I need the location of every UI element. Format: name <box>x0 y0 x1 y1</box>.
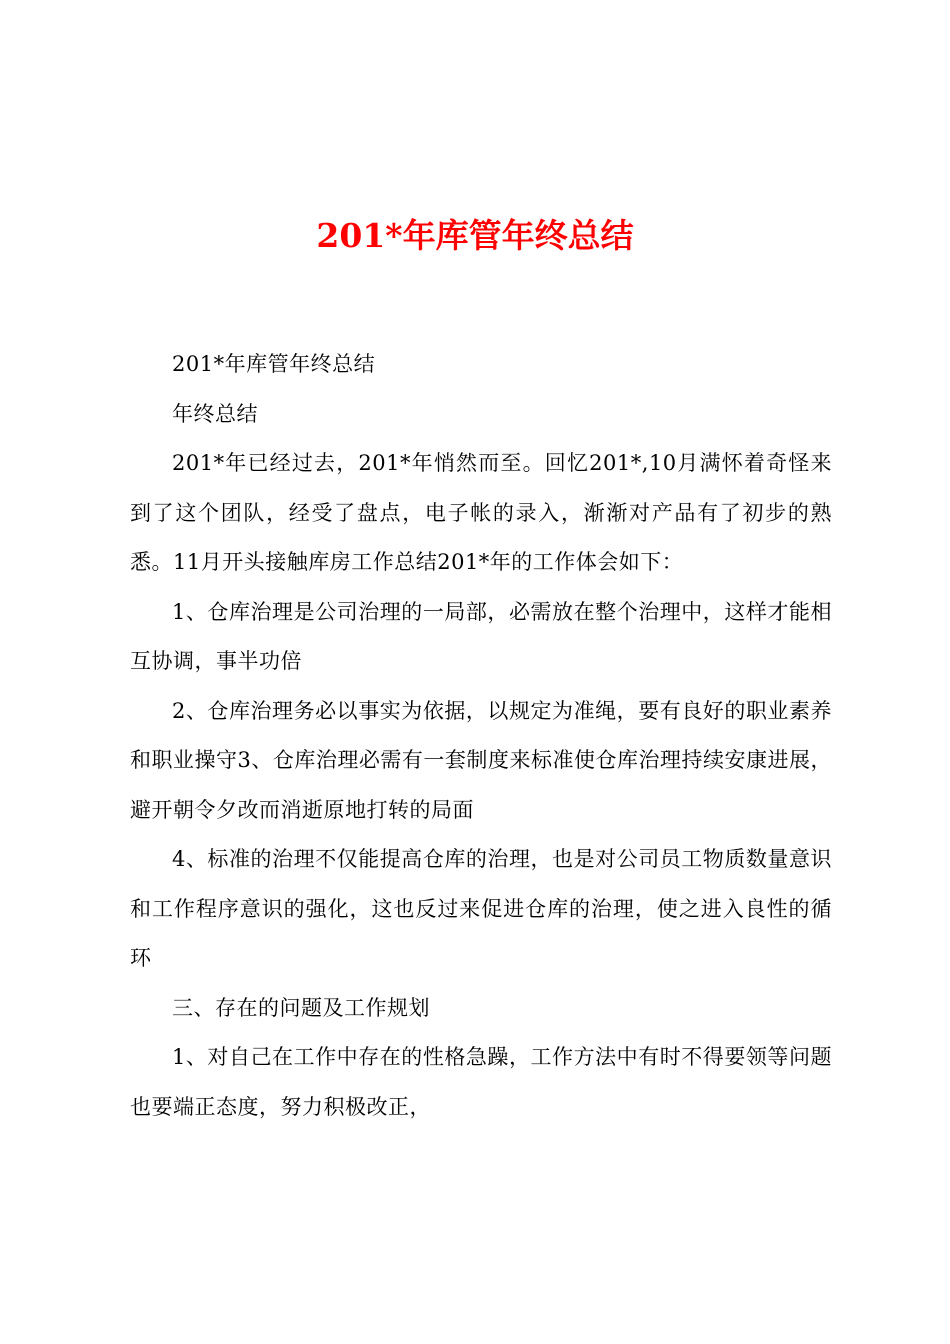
paragraph-section-heading: 年终总结 <box>172 401 258 426</box>
document-body <box>130 340 832 1132</box>
paragraph-item-4: 4、标准的治理不仅能提高仓库的治理，也是对公司员工物质数量意识和工作程序意识的强化，这也反过来促进仓库的治理，使之进入良性的循环 <box>130 847 832 970</box>
paragraph-problem-1: 1、对自己在工作中存在的性格急躁，工作方法中有时不得要领等问题也要端正态度，努力积极改正， <box>130 1045 832 1119</box>
paragraph-subtitle: 201*年库管年终总结 <box>172 352 376 376</box>
paragraph-intro: 201*年已经过去，201*年悄然而至。回忆201*,10月满怀着奇怪来到了这个团队，经受了盘点，电子帐的录入，渐渐对产品有了初步的熟悉。11月开头接触库房工作总结201*年的工作体会如下： <box>130 451 832 574</box>
document-title: 201*年库管年终总结 <box>316 216 634 255</box>
paragraph-section-problems: 三、存在的问题及工作规划 <box>172 995 430 1020</box>
paragraph-item-1: 1、仓库治理是公司治理的一局部，必需放在整个治理中，这样才能相互协调，事半功倍 <box>130 599 832 673</box>
paragraph-item-2-3: 2、仓库治理务必以事实为依据，以规定为准绳，要有良好的职业素养和职业操守3、仓库治理必需有一套制度来标准使仓库治理持续安康进展，避开朝令夕改而消逝原地打转的局面 <box>130 698 832 822</box>
